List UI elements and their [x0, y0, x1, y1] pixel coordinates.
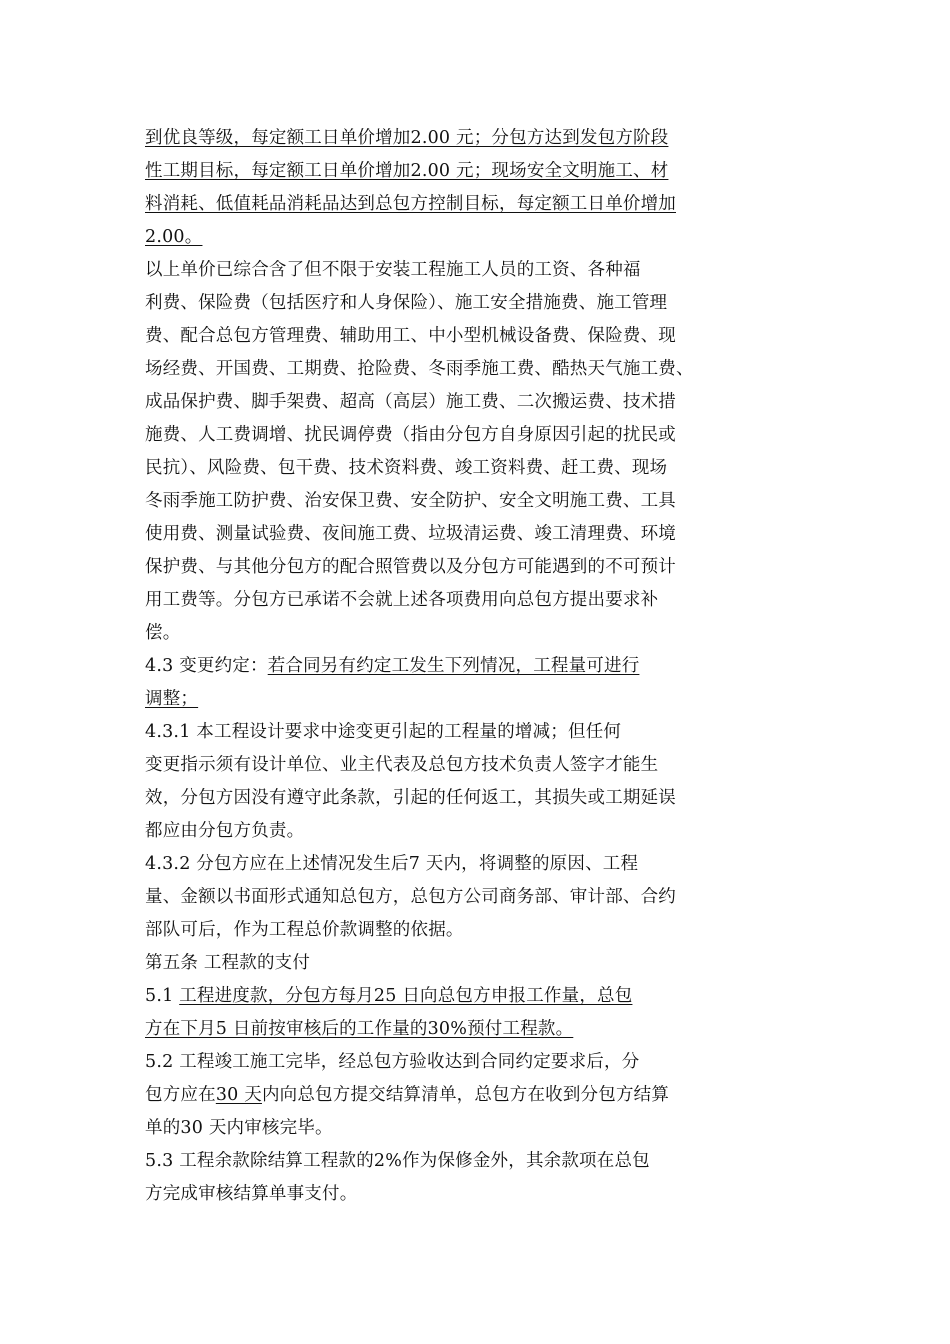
text-line [145, 655, 639, 677]
text-line [145, 1183, 357, 1205]
text-line [145, 556, 676, 578]
text-line [145, 952, 310, 974]
text-segment: 用工费等。分包方已承诺不会就上述各项费用向总包方提出要求补 [145, 590, 659, 610]
text-segment: 费、配合总包方管理费、辅助用工、中小型机械设备费、保险费、现 [145, 326, 676, 346]
text-segment: 4.3.2 分包方应在上述情况发生后7 天内，将调整的原因、工程 [145, 854, 639, 874]
text-segment: 4.3.1 本工程设计要求中途变更引起的工程量的增减；但任何 [145, 722, 622, 742]
text-line [145, 1051, 639, 1073]
text-line [145, 853, 638, 875]
text-line [145, 1084, 669, 1106]
text-line [145, 424, 676, 446]
text-line [145, 919, 464, 941]
text-segment: 单的30 天内审核完毕。 [145, 1118, 333, 1138]
text-line [145, 1018, 573, 1040]
underlined-text: 若合同另有约定工发生下列情况，工程量可进行 [267, 656, 640, 676]
text-segment: 4.3 变更约定： [145, 656, 268, 676]
text-segment: 施费、人工费调增、扰民调停费（指由分包方自身原因引起的扰民或 [145, 425, 676, 445]
text-line [145, 820, 304, 842]
text-line [145, 886, 676, 908]
text-line [145, 622, 180, 644]
underlined-text: 调整； [145, 689, 199, 709]
underlined-text: 工程进度款，分包方每月25 日向总包方申报工作量，总包 [179, 986, 633, 1006]
underlined-text: 30 天 [215, 1085, 262, 1105]
text-line [145, 1117, 333, 1139]
text-line [145, 787, 676, 809]
text-line [145, 325, 676, 347]
text-line [145, 160, 668, 182]
text-segment: 变更指示须有设计单位、业主代表及总包方技术负责人签字才能生 [145, 755, 659, 775]
text-segment: 内向总包方提交结算清单，总包方在收到分包方结算 [261, 1085, 670, 1105]
text-segment: 偿。 [145, 623, 181, 643]
text-line [145, 688, 198, 710]
text-segment: 成品保护费、脚手架费、超高（高层）施工费、二次搬运费、技术措 [145, 392, 676, 412]
text-line [145, 391, 676, 413]
text-line [145, 127, 668, 149]
text-line [145, 1150, 650, 1172]
text-segment: 效，分包方因没有遵守此条款，引起的任何返工，其损失或工期延误 [145, 788, 676, 808]
text-segment: 使用费、测量试验费、夜间施工费、垃圾清运费、竣工清理费、环境 [145, 524, 676, 544]
text-line [145, 754, 658, 776]
text-segment: 包方应在 [145, 1085, 216, 1105]
text-line [145, 358, 694, 380]
text-line [145, 259, 641, 281]
text-segment: 第五条 工程款的支付 [145, 953, 311, 973]
text-segment: 部队可后，作为工程总价款调整的依据。 [145, 920, 464, 940]
text-segment: 都应由分包方负责。 [145, 821, 305, 841]
text-line [145, 589, 658, 611]
text-segment: 量、金额以书面形式通知总包方，总包方公司商务部、审计部、合约 [145, 887, 676, 907]
text-segment: 5.3 工程余款除结算工程款的2%作为保修金外，其余款项在总包 [145, 1151, 650, 1171]
text-line [145, 721, 621, 743]
underlined-text: 料消耗、低值耗品消耗品达到总包方控制目标，每定额工日单价增加 [145, 194, 676, 214]
text-segment: 以上单价已综合含了但不限于安装工程施工人员的工资、各种福 [145, 260, 641, 280]
text-segment: 场经费、开国费、工期费、抢险费、冬雨季施工费、酷热天气施工费、 [145, 359, 694, 379]
text-segment: 5.2 工程竣工施工完毕，经总包方验收达到合同约定要求后，分 [145, 1052, 640, 1072]
text-line [145, 226, 202, 248]
text-segment: 民抗）、风险费、包干费、技术资料费、竣工资料费、赶工费、现场 [145, 458, 668, 478]
text-line [145, 457, 667, 479]
underlined-text: 性工期目标，每定额工日单价增加2.00 元；现场安全文明施工、材 [145, 161, 669, 181]
underlined-text: 方在下月5 日前按审核后的工作量的30%预付工程款。 [145, 1019, 574, 1039]
text-line [145, 292, 667, 314]
text-segment: 方完成审核结算单事支付。 [145, 1184, 358, 1204]
text-segment: 冬雨季施工防护费、治安保卫费、安全防护、安全文明施工费、工具 [145, 491, 676, 511]
text-segment: 保护费、与其他分包方的配合照管费以及分包方可能遇到的不可预计 [145, 557, 676, 577]
underlined-text: 到优良等级，每定额工日单价增加2.00 元；分包方达到发包方阶段 [145, 128, 669, 148]
text-segment: 利费、保险费（包括医疗和人身保险）、施工安全措施费、施工管理 [145, 293, 668, 313]
text-line [145, 523, 676, 545]
underlined-text: 2.00。 [145, 227, 203, 247]
text-line [145, 193, 676, 215]
text-line [145, 985, 632, 1007]
text-line [145, 490, 676, 512]
text-segment: 5.1 [145, 986, 180, 1006]
